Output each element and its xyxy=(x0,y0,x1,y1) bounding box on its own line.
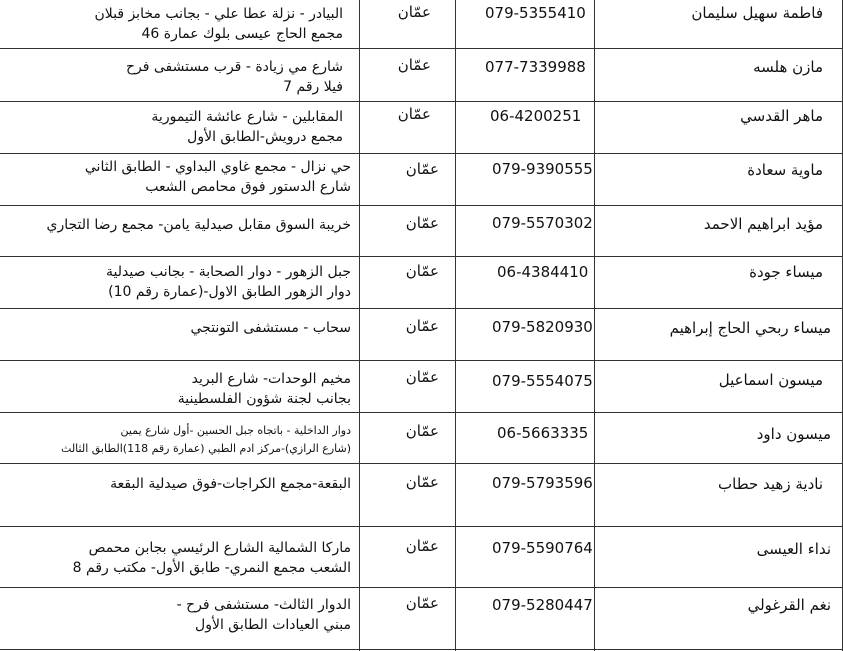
address-line: دوار الداخلية - باتجاه جبل الحسين -أول شارع يمين xyxy=(120,424,351,437)
contact-phone: 079-5820930 xyxy=(492,318,593,336)
address-line: (شارع الرازي)-مركز ادم الطبي (عمارة رقم 118)الطابق الثالث xyxy=(61,442,351,455)
contact-address xyxy=(151,107,343,147)
contact-phone: 06-4200251 xyxy=(490,107,582,125)
contact-address xyxy=(85,157,351,197)
address-line: البقعة-مجمع الكراجات-فوق صيدلية البقعة xyxy=(110,476,351,492)
row-divider xyxy=(0,256,843,257)
contact-address xyxy=(94,4,343,44)
contact-address xyxy=(126,57,343,97)
address-line: سحاب - مستشفى التونتجي xyxy=(190,320,351,336)
contact-city: عمّان xyxy=(405,262,439,280)
contact-city: عمّان xyxy=(405,317,439,335)
row-divider xyxy=(0,526,843,527)
address-line: مبني العيادات الطابق الأول xyxy=(195,617,351,633)
contact-address xyxy=(190,318,351,338)
address-line: شارع مي زيادة - قرب مستشفى فرح xyxy=(125,59,343,75)
address-line: الشعب مجمع النمري- طابق الأول- مكتب رقم 8 xyxy=(72,560,351,576)
contact-name: ميساء جودة xyxy=(749,263,823,281)
address-line: مجمع درويش-الطابق الأول xyxy=(187,129,343,145)
contact-phone: 079-5793596 xyxy=(492,474,593,492)
contact-address xyxy=(47,215,351,235)
contact-phone: 079-5280447 xyxy=(492,596,593,614)
address-line: خريبة السوق مقابل صيدلية يامن- مجمع رضا التجاري xyxy=(46,217,351,233)
contact-city: عمّان xyxy=(405,422,439,440)
address-line: فيلا رقم 7 xyxy=(283,79,343,95)
contact-name: نداء العيسى xyxy=(756,540,831,558)
contact-city: عمّان xyxy=(405,594,439,612)
row-divider xyxy=(0,205,843,206)
address-line: مخيم الوحدات- شارع البريد xyxy=(191,371,351,387)
contact-phone: 079-5590764 xyxy=(492,539,593,557)
contact-name: ميسون اسماعيل xyxy=(718,371,823,389)
address-line: حي نزال - مجمع غاوي البداوي - الطابق الثاني xyxy=(84,159,351,175)
contact-address xyxy=(178,369,351,409)
contact-name: ميسون داود xyxy=(756,425,831,443)
address-line: جبل الزهور - دوار الصحابة - بجانب صيدلية xyxy=(106,264,351,280)
contact-phone: 077-7339988 xyxy=(485,58,586,76)
address-line: البيادر - نزلة عطا علي - بجانب مخابز قبلان xyxy=(94,6,343,22)
contact-city: عمّان xyxy=(405,473,439,491)
address-line: المقابلين - شارع عائشة التيمورية xyxy=(151,109,343,125)
contact-name: نغم القرغولي xyxy=(747,596,831,614)
contact-phone: 06-5663335 xyxy=(497,424,589,442)
contact-address xyxy=(106,262,351,302)
contact-city: عمّان xyxy=(397,3,431,21)
contact-phone: 079-5355410 xyxy=(485,4,586,22)
address-line: بجانب لجنة شؤون الفلسطينية xyxy=(177,391,351,407)
contact-city: عمّان xyxy=(405,214,439,232)
row-divider xyxy=(0,101,843,102)
row-divider xyxy=(0,48,843,49)
column-divider xyxy=(455,0,456,651)
contact-name: ماهر القدسي xyxy=(740,107,823,125)
contact-phone: 079-5570302 xyxy=(492,214,593,232)
row-divider xyxy=(0,587,843,588)
contact-city: عمّان xyxy=(405,160,439,178)
contact-address xyxy=(177,595,351,635)
contact-name: مؤيد ابراهيم الاحمد xyxy=(703,215,823,233)
contact-name: نادية زهيد حطاب xyxy=(718,475,823,493)
contact-phone: 079-5554075 xyxy=(492,372,593,390)
contact-city: عمّان xyxy=(405,368,439,386)
contact-address xyxy=(73,538,351,578)
column-divider xyxy=(359,0,360,651)
row-divider xyxy=(0,649,843,650)
column-divider xyxy=(594,0,595,651)
contact-name: ماوية سعادة xyxy=(747,161,823,179)
address-line: دوار الزهور الطابق الاول-(عمارة رقم 10) xyxy=(108,284,351,300)
contact-city: عمّان xyxy=(405,537,439,555)
address-line: مجمع الحاج عيسى بلوك عمارة 46 xyxy=(141,26,343,42)
row-divider xyxy=(0,463,843,464)
contact-phone: 079-9390555 xyxy=(492,160,593,178)
contact-city: عمّان xyxy=(397,56,431,74)
row-divider xyxy=(0,308,843,309)
address-line: الدوار الثالث- مستشفى فرح - xyxy=(176,597,351,613)
contact-address xyxy=(61,422,351,458)
contact-address xyxy=(110,474,351,494)
contact-name: فاطمة سهيل سليمان xyxy=(691,4,823,22)
contact-name: ميساء ربحي الحاج إبراهيم xyxy=(669,319,831,337)
row-divider xyxy=(0,153,843,154)
contact-name: مازن هلسه xyxy=(753,58,823,76)
address-line: ماركا الشمالية الشارع الرئيسي بجابن محمص xyxy=(88,540,351,556)
contact-city: عمّان xyxy=(397,105,431,123)
address-line: شارع الدستور فوق محامص الشعب xyxy=(145,179,351,195)
row-divider xyxy=(0,412,843,413)
contact-phone: 06-4384410 xyxy=(497,263,589,281)
row-divider xyxy=(0,360,843,361)
